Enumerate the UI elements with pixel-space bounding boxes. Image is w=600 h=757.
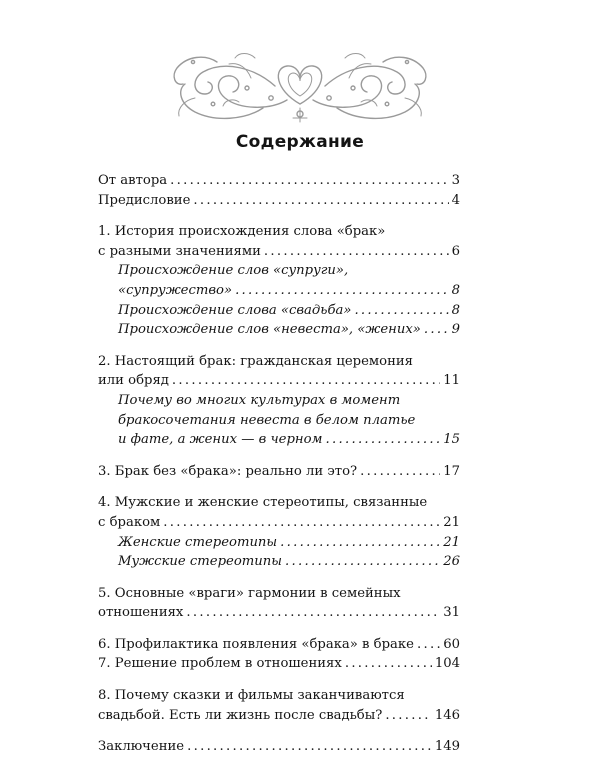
toc-entry-label: Предисловие — [98, 192, 191, 208]
toc-entry[interactable] — [98, 371, 460, 391]
toc-page-number: 149 — [434, 739, 460, 755]
toc-line: 1. История происхождения слова «брак» — [98, 224, 386, 240]
toc-entry[interactable] — [98, 281, 460, 301]
toc-leader-dots — [360, 462, 440, 482]
toc-leader-dots — [170, 171, 448, 191]
toc-entry[interactable] — [98, 191, 460, 211]
toc-entry[interactable] — [98, 737, 460, 757]
toc-page-number: 4 — [451, 192, 460, 208]
toc-entry[interactable] — [98, 533, 460, 553]
toc-gap — [98, 623, 460, 635]
toc-page-number: 15 — [443, 432, 460, 448]
toc-entry-label: с браком — [98, 514, 161, 530]
toc-entry[interactable] — [98, 462, 460, 482]
toc-entry[interactable] — [98, 654, 460, 674]
toc-page-number: 21 — [443, 514, 460, 530]
toc-leader-dots — [280, 533, 440, 553]
toc-page-number: 3 — [451, 173, 460, 188]
toc-page-number: 9 — [451, 322, 460, 338]
toc-gap — [98, 340, 460, 352]
toc-page-number: 17 — [443, 463, 460, 479]
toc-gap — [98, 481, 460, 493]
toc-entry[interactable] — [98, 635, 460, 655]
toc-leader-dots — [186, 603, 440, 623]
toc-line: бракосочетания невеста в белом платье — [118, 412, 416, 428]
toc-page-number: 146 — [434, 707, 460, 723]
toc-page-number: 8 — [451, 302, 460, 318]
toc-entry-label: Происхождение слов «невеста», «жених» — [118, 322, 421, 338]
toc-entry-label: или обряд — [98, 373, 169, 389]
toc-entry[interactable] — [98, 706, 460, 726]
toc-gap — [98, 572, 460, 584]
toc-entry-label: Происхождение слова «свадьба» — [118, 302, 352, 318]
toc-leader-dots — [172, 371, 440, 391]
toc-page-number: 11 — [443, 373, 460, 389]
toc-entry[interactable] — [98, 430, 460, 450]
toc-leader-dots — [285, 552, 440, 572]
toc-leader-dots — [193, 191, 448, 211]
toc-leader-dots — [187, 737, 432, 757]
toc-gap — [98, 210, 460, 222]
toc-entry-label: отношениях — [98, 605, 184, 621]
toc-line: 4. Мужские и женские стереотипы, связанные — [98, 495, 428, 511]
toc-entry-label: Женские стереотипы — [118, 534, 278, 550]
toc-page-number: 60 — [443, 636, 460, 652]
toc-page-number: 6 — [451, 243, 460, 259]
toc-page-number: 21 — [443, 534, 460, 550]
toc-entry-label: 3. Брак без «брака»: реально ли это? — [98, 463, 358, 479]
toc-page-number: 8 — [451, 282, 460, 298]
toc-page-number: 104 — [434, 656, 460, 672]
toc-gap — [98, 725, 460, 737]
table-of-contents — [98, 171, 460, 757]
toc-leader-dots — [354, 301, 448, 321]
toc-gap — [98, 450, 460, 462]
toc-entry[interactable] — [98, 242, 460, 262]
toc-entry[interactable] — [98, 513, 460, 533]
toc-entry[interactable] — [98, 552, 460, 572]
toc-entry-label: Заключение — [98, 739, 185, 755]
page-title: Содержание — [235, 132, 365, 152]
toc-entry-label: с разными значениями — [98, 243, 261, 259]
toc-page-number: 31 — [443, 605, 460, 621]
toc-entry-label: От автора — [98, 173, 168, 188]
toc-line: Почему во многих культурах в момент — [118, 392, 401, 408]
toc-line: Происхождение слов «супруги», — [118, 263, 349, 279]
toc-line: 5. Основные «враги» гармонии в семейных — [98, 585, 401, 601]
toc-leader-dots — [163, 513, 440, 533]
heart-flourish-ornament-icon — [155, 38, 445, 128]
toc-entry[interactable] — [98, 320, 460, 340]
toc-page-number: 26 — [443, 554, 460, 570]
toc-entry-label: и фате, а жених — в черном — [118, 432, 323, 448]
toc-entry-label: «супружество» — [118, 282, 233, 298]
toc-leader-dots — [385, 706, 432, 726]
toc-entry-label: свадьбой. Есть ли жизнь после свадьбы? — [98, 707, 383, 723]
toc-entry[interactable] — [98, 301, 460, 321]
toc-line: 8. Почему сказки и фильмы заканчиваются — [98, 688, 405, 704]
toc-entry-label: Мужские стереотипы — [118, 554, 283, 570]
toc-leader-dots — [424, 320, 449, 340]
toc-entry[interactable] — [98, 603, 460, 623]
toc-leader-dots — [325, 430, 440, 450]
toc-leader-dots — [345, 654, 432, 674]
toc-gap — [98, 674, 460, 686]
toc-leader-dots — [235, 281, 449, 301]
toc-entry-label: 7. Решение проблем в отношениях — [98, 656, 342, 672]
toc-leader-dots — [264, 242, 449, 262]
toc-entry-label: 6. Профилактика появления «брака» в браке — [98, 636, 414, 652]
toc-entry[interactable] — [98, 171, 460, 191]
toc-leader-dots — [417, 635, 440, 655]
toc-line: 2. Настоящий брак: гражданская церемония — [98, 353, 413, 369]
